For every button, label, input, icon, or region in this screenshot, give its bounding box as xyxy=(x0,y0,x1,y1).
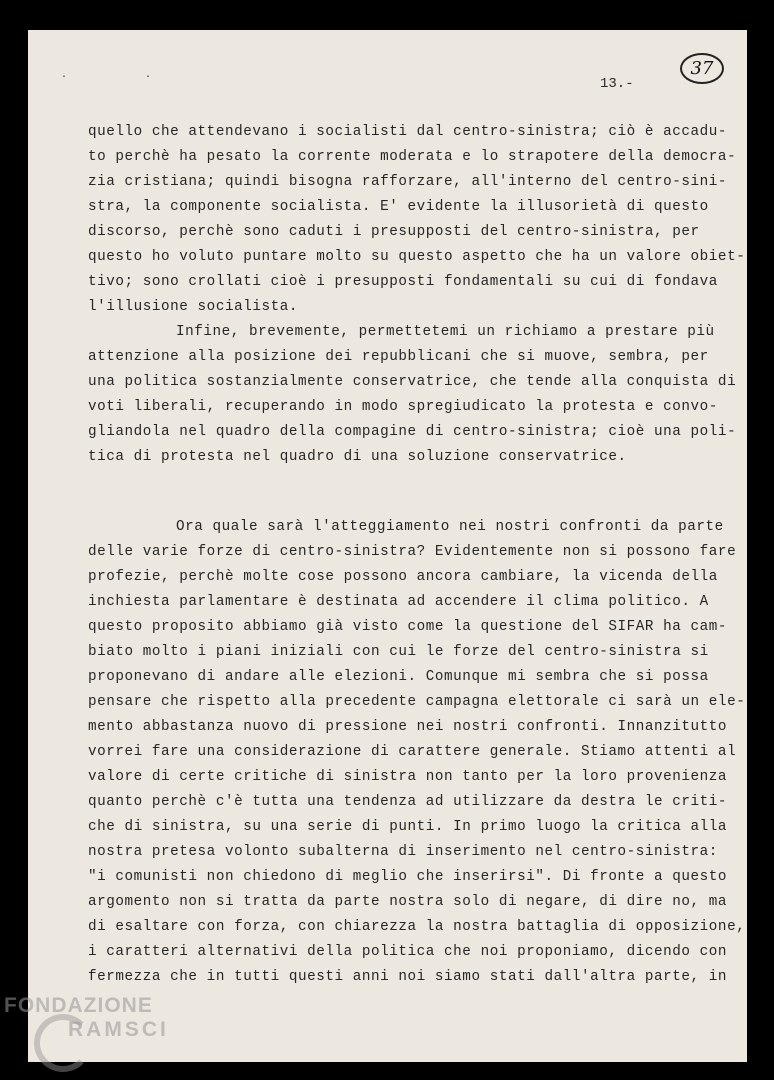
text-line: pensare che rispetto alla precedente campagna elettorale ci sarà un ele- xyxy=(88,694,746,710)
text-line: inchiesta parlamentare è destinata ad accendere il clima politico. A xyxy=(88,594,709,610)
text-line: vorrei fare una considerazione di carattere generale. Stiamo attenti al xyxy=(88,744,737,760)
text-line: stra, la componente socialista. E' evidente la illusorietà di questo xyxy=(88,199,709,215)
text-line: Ora quale sarà l'atteggiamento nei nostri confronti da parte xyxy=(176,519,724,535)
fondazione-gramsci-watermark xyxy=(4,994,169,1042)
text-line: "i comunisti non chiedono di meglio che inserirsi". Di fronte a questo xyxy=(88,869,728,885)
text-line: di esaltare con forza, con chiarezza la nostra battaglia di opposizione, xyxy=(88,919,746,935)
watermark-line-1: FONDAZIONE xyxy=(4,994,153,1017)
text-line: fermezza che in tutti questi anni noi siamo stati dall'altra parte, in xyxy=(88,969,728,985)
document-page xyxy=(28,30,747,1062)
text-line: biato molto i piani iniziali con cui le forze del centro-sinistra si xyxy=(88,644,709,660)
text-line: questo ho voluto puntare molto su questo aspetto che ha un valore obiet- xyxy=(88,249,746,265)
text-line: tivo; sono crollati cioè i presupposti fondamentali su cui di fondava xyxy=(88,274,718,290)
text-line: to perchè ha pesato la corrente moderata e lo strapotere della democra- xyxy=(88,149,737,165)
text-line: Infine, brevemente, permettetemi un richiamo a prestare più xyxy=(176,324,715,340)
text-line: valore di certe critiche di sinistra non tanto per la loro provenienza xyxy=(88,769,728,785)
margin-marks: . . xyxy=(61,70,188,81)
text-line: zia cristiana; quindi bisogna rafforzare, all'interno del centro-sini- xyxy=(88,174,728,190)
text-line: nostra pretesa volonto subalterna di inserimento nel centro-sinistra: xyxy=(88,844,718,860)
text-line: proponevano di andare alle elezioni. Comunque mi sembra che si possa xyxy=(88,669,709,685)
archive-stamp: 37 xyxy=(680,53,724,84)
text-line: i caratteri alternativi della politica che noi proponiamo, dicendo con xyxy=(88,944,728,960)
text-line: che di sinistra, su una serie di punti. In primo luogo la critica alla xyxy=(88,819,728,835)
text-line: gliandola nel quadro della compagine di centro-sinistra; cioè una poli- xyxy=(88,424,737,440)
text-line: delle varie forze di centro-sinistra? Evidentemente non si possono fare xyxy=(88,544,737,560)
text-line: discorso, perchè sono caduti i presupposti del centro-sinistra, per xyxy=(88,224,700,240)
text-line: mento abbastanza nuovo di pressione nei nostri confronti. Innanzitutto xyxy=(88,719,728,735)
watermark-line-2: RAMSCI xyxy=(68,1018,169,1041)
text-line: quanto perchè c'è tutta una tendenza ad utilizzare da destra le criti- xyxy=(88,794,728,810)
text-line: attenzione alla posizione dei repubblicani che si muove, sembra, per xyxy=(88,349,709,365)
text-line: voti liberali, recuperando in modo spregiudicato la protesta e convo- xyxy=(88,399,718,415)
text-line: l'illusione socialista. xyxy=(88,299,298,315)
page-number: 13.- xyxy=(600,76,634,92)
text-line: argomento non si tratta da parte nostra solo di negare, di dire no, ma xyxy=(88,894,728,910)
text-line: quello che attendevano i socialisti dal centro-sinistra; ciò è accadu- xyxy=(88,124,728,140)
text-line: questo proposito abbiamo già visto come la questione del SIFAR ha cam- xyxy=(88,619,728,635)
text-line: una politica sostanzialmente conservatrice, che tende alla conquista di xyxy=(88,374,737,390)
text-line: tica di protesta nel quadro di una soluzione conservatrice. xyxy=(88,449,627,465)
text-line: profezie, perchè molte cose possono ancora cambiare, la vicenda della xyxy=(88,569,718,585)
